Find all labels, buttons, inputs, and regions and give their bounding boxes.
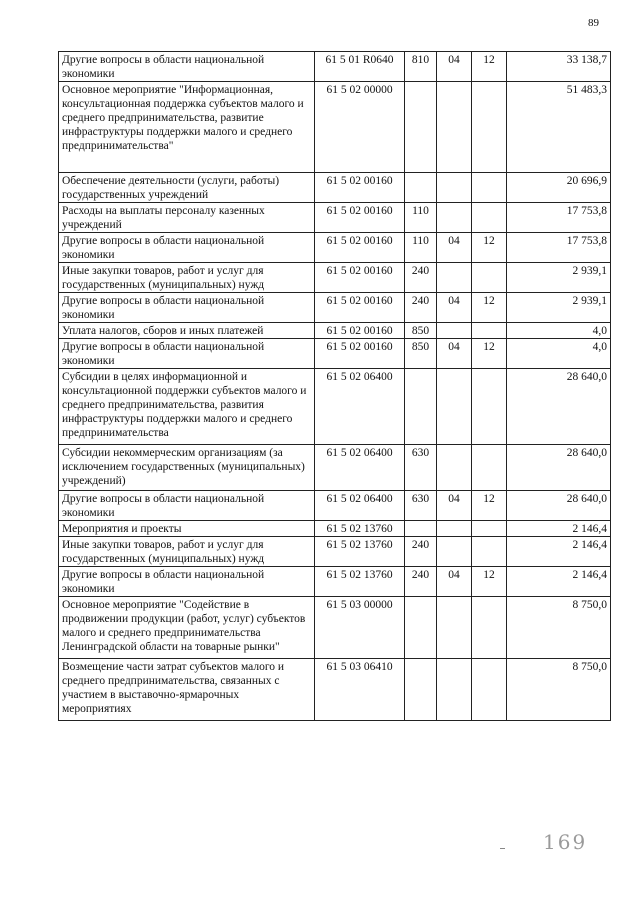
- row-expense-type: 240: [405, 537, 437, 567]
- row-amount: 33 138,7: [507, 52, 611, 82]
- footer-dash: [500, 848, 505, 849]
- row-name: Субсидии в целях информационной и консультационной поддержки субъектов малого и среднего предпринимательства, развития инфраструктуры поддержки малого и среднего предпринимательства: [59, 369, 315, 445]
- row-expense-type: 850: [405, 339, 437, 369]
- row-target-code: 61 5 02 00160: [315, 339, 405, 369]
- row-name: Другие вопросы в области национальной экономики: [59, 491, 315, 521]
- row-section: 04: [437, 293, 472, 323]
- row-expense-type: 240: [405, 567, 437, 597]
- row-amount: 2 146,4: [507, 567, 611, 597]
- table-row: [59, 521, 611, 537]
- table-row: [59, 567, 611, 597]
- row-target-code: 61 5 01 R0640: [315, 52, 405, 82]
- row-name: Уплата налогов, сборов и иных платежей: [59, 323, 315, 339]
- row-subsection: [472, 537, 507, 567]
- row-amount: 2 939,1: [507, 263, 611, 293]
- row-target-code: 61 5 02 06400: [315, 369, 405, 445]
- row-section: 04: [437, 567, 472, 597]
- table-row: [59, 445, 611, 491]
- row-section: [437, 445, 472, 491]
- row-amount: 51 483,3: [507, 82, 611, 173]
- row-section: [437, 597, 472, 659]
- row-name: Расходы на выплаты персоналу казенных учреждений: [59, 203, 315, 233]
- row-name: Возмещение части затрат субъектов малого и среднего предпринимательства, связанных с участием в выставочно-ярмарочных мероприятиях: [59, 659, 315, 721]
- table-row: [59, 659, 611, 721]
- row-target-code: 61 5 02 00000: [315, 82, 405, 173]
- row-amount: 28 640,0: [507, 445, 611, 491]
- table-row: [59, 597, 611, 659]
- row-name: Другие вопросы в области национальной экономики: [59, 52, 315, 82]
- row-section: [437, 203, 472, 233]
- row-expense-type: [405, 369, 437, 445]
- row-subsection: [472, 521, 507, 537]
- row-amount: 20 696,9: [507, 173, 611, 203]
- row-subsection: 12: [472, 491, 507, 521]
- row-amount: 4,0: [507, 323, 611, 339]
- row-section: [437, 369, 472, 445]
- row-subsection: 12: [472, 233, 507, 263]
- row-subsection: [472, 82, 507, 173]
- table-row: [59, 203, 611, 233]
- row-subsection: [472, 203, 507, 233]
- row-amount: 2 939,1: [507, 293, 611, 323]
- row-target-code: 61 5 02 00160: [315, 233, 405, 263]
- row-subsection: [472, 323, 507, 339]
- table-row: [59, 491, 611, 521]
- row-section: [437, 173, 472, 203]
- row-amount: 17 753,8: [507, 233, 611, 263]
- row-name: Субсидии некоммерческим организациям (за исключением государственных (муниципальных) учреждений): [59, 445, 315, 491]
- row-expense-type: [405, 597, 437, 659]
- row-section: [437, 323, 472, 339]
- budget-table-body: [59, 52, 611, 721]
- row-section: [437, 537, 472, 567]
- table-row: [59, 537, 611, 567]
- row-name: Иные закупки товаров, работ и услуг для государственных (муниципальных) нужд: [59, 263, 315, 293]
- row-amount: 28 640,0: [507, 491, 611, 521]
- row-target-code: 61 5 02 00160: [315, 293, 405, 323]
- row-name: Другие вопросы в области национальной экономики: [59, 293, 315, 323]
- row-amount: 8 750,0: [507, 597, 611, 659]
- row-expense-type: 110: [405, 233, 437, 263]
- row-name: Обеспечение деятельности (услуги, работы) государственных учреждений: [59, 173, 315, 203]
- row-expense-type: 240: [405, 263, 437, 293]
- row-amount: 2 146,4: [507, 521, 611, 537]
- row-target-code: 61 5 02 00160: [315, 263, 405, 293]
- row-amount: 8 750,0: [507, 659, 611, 721]
- row-expense-type: 630: [405, 445, 437, 491]
- row-expense-type: 850: [405, 323, 437, 339]
- row-section: [437, 659, 472, 721]
- table-row: [59, 323, 611, 339]
- row-expense-type: 630: [405, 491, 437, 521]
- table-row: [59, 82, 611, 173]
- row-name: Основное мероприятие "Информационная, консультационная поддержка субъектов малого и среднего предпринимательства, развитие инфраструктуры поддержки малого и среднего предпринимательства": [59, 82, 315, 173]
- row-subsection: [472, 445, 507, 491]
- page-number: 89: [588, 17, 599, 29]
- row-target-code: 61 5 02 00160: [315, 203, 405, 233]
- table-row: [59, 52, 611, 82]
- budget-table: [58, 51, 611, 721]
- row-target-code: 61 5 02 00160: [315, 323, 405, 339]
- row-subsection: 12: [472, 567, 507, 597]
- row-subsection: [472, 173, 507, 203]
- table-row: [59, 369, 611, 445]
- row-subsection: [472, 597, 507, 659]
- row-target-code: 61 5 02 06400: [315, 491, 405, 521]
- row-subsection: [472, 263, 507, 293]
- row-name: Другие вопросы в области национальной экономики: [59, 567, 315, 597]
- row-expense-type: [405, 173, 437, 203]
- row-target-code: 61 5 02 06400: [315, 445, 405, 491]
- row-expense-type: 110: [405, 203, 437, 233]
- row-subsection: 12: [472, 339, 507, 369]
- row-section: 04: [437, 339, 472, 369]
- row-section: 04: [437, 52, 472, 82]
- table-row: [59, 293, 611, 323]
- row-name: Другие вопросы в области национальной экономики: [59, 339, 315, 369]
- row-section: [437, 521, 472, 537]
- row-name: Другие вопросы в области национальной экономики: [59, 233, 315, 263]
- row-section: [437, 82, 472, 173]
- row-expense-type: 810: [405, 52, 437, 82]
- row-amount: 2 146,4: [507, 537, 611, 567]
- row-target-code: 61 5 02 13760: [315, 567, 405, 597]
- row-target-code: 61 5 03 00000: [315, 597, 405, 659]
- table-row: [59, 263, 611, 293]
- row-expense-type: [405, 521, 437, 537]
- row-subsection: 12: [472, 52, 507, 82]
- row-target-code: 61 5 03 06410: [315, 659, 405, 721]
- row-expense-type: [405, 82, 437, 173]
- row-target-code: 61 5 02 00160: [315, 173, 405, 203]
- row-section: 04: [437, 491, 472, 521]
- row-amount: 17 753,8: [507, 203, 611, 233]
- row-expense-type: [405, 659, 437, 721]
- row-target-code: 61 5 02 13760: [315, 521, 405, 537]
- row-subsection: [472, 369, 507, 445]
- row-name: Мероприятия и проекты: [59, 521, 315, 537]
- row-amount: 4,0: [507, 339, 611, 369]
- row-target-code: 61 5 02 13760: [315, 537, 405, 567]
- row-name: Иные закупки товаров, работ и услуг для государственных (муниципальных) нужд: [59, 537, 315, 567]
- row-subsection: 12: [472, 293, 507, 323]
- row-section: 04: [437, 233, 472, 263]
- table-row: [59, 173, 611, 203]
- table-row: [59, 339, 611, 369]
- row-name: Основное мероприятие "Содействие в продвижении продукции (работ, услуг) субъектов малого и среднего предпринимательства Ленинградской области на товарные рынки": [59, 597, 315, 659]
- row-amount: 28 640,0: [507, 369, 611, 445]
- table-row: [59, 233, 611, 263]
- row-subsection: [472, 659, 507, 721]
- row-expense-type: 240: [405, 293, 437, 323]
- row-section: [437, 263, 472, 293]
- footer-handwritten-number: 169: [543, 830, 588, 854]
